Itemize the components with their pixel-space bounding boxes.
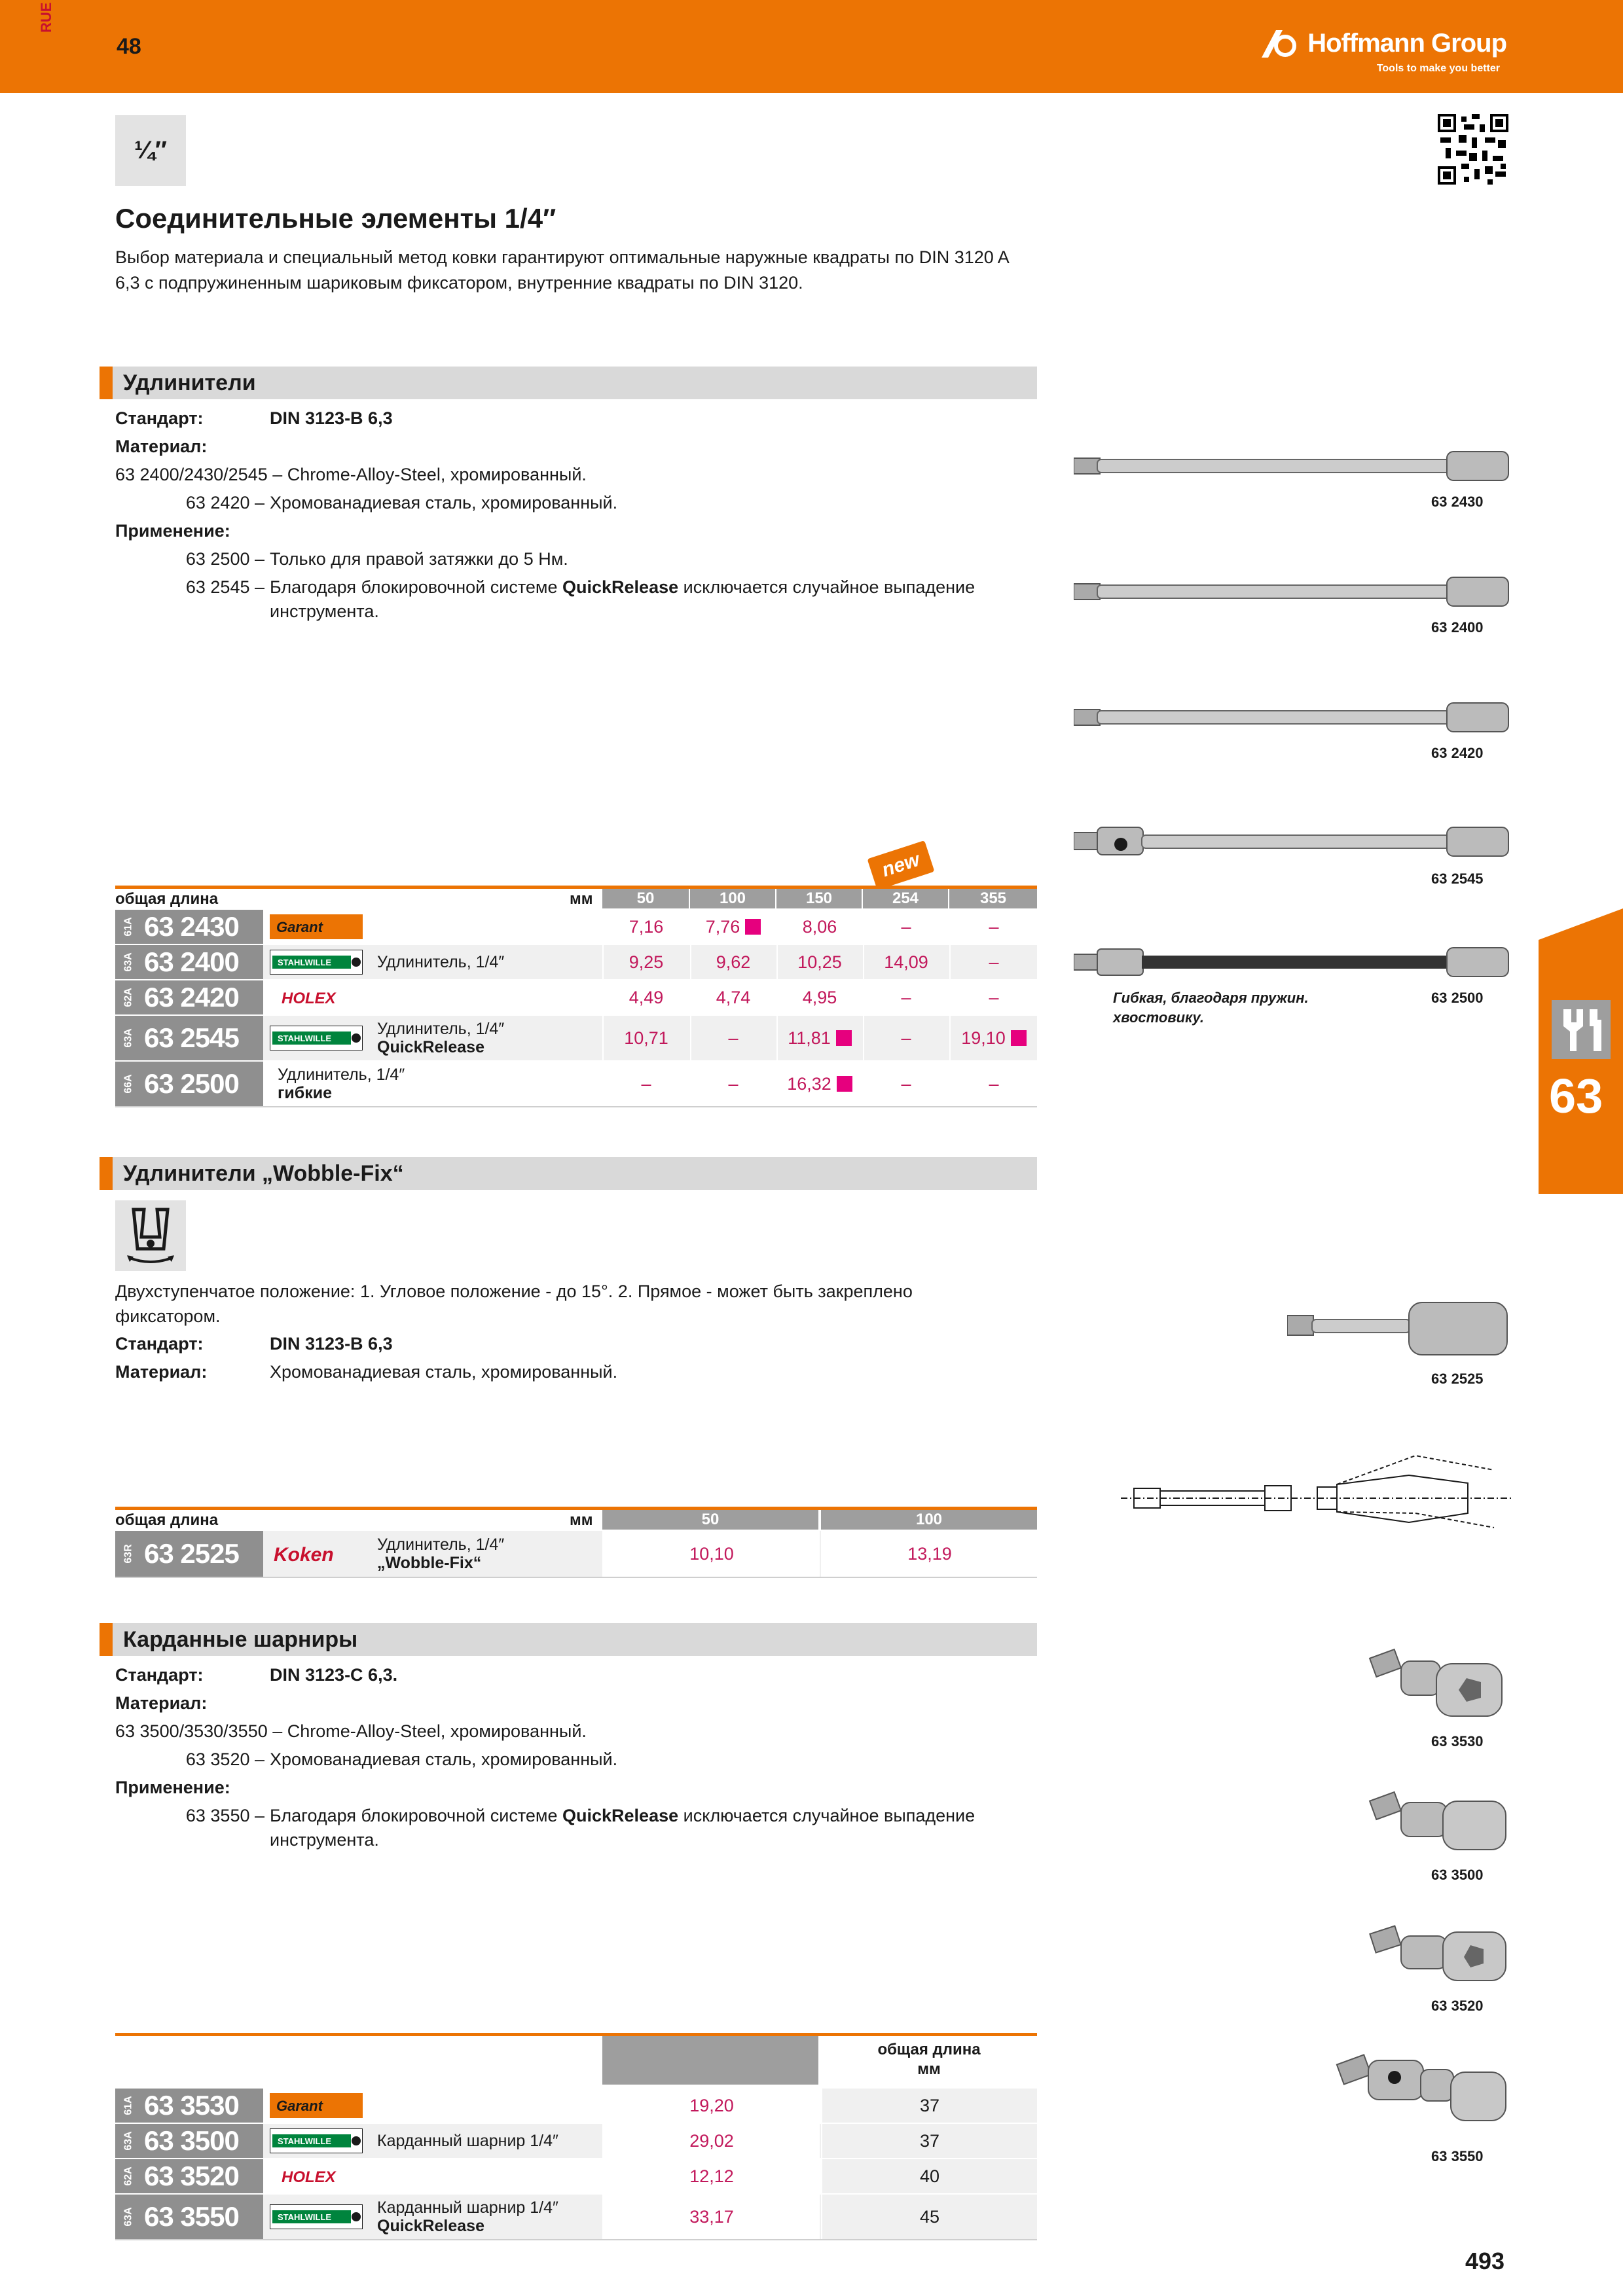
section-title: Удлинители (123, 370, 256, 395)
brand-text: Koken (274, 1544, 334, 1566)
price-cell: 19,10 (949, 1016, 1037, 1060)
holex-logo-icon (270, 2164, 363, 2189)
row-prefix: 61A (122, 917, 134, 937)
column-header: 50 (602, 889, 689, 908)
price-cell: – (949, 910, 1037, 944)
section-accent-bar (100, 1623, 113, 1656)
section-header-wobble (100, 1157, 1037, 1190)
standard-value: DIN 3123-B 6,3 (270, 408, 393, 428)
extensions-specs (115, 404, 1045, 625)
flexible-note: Гибкая, благодаря пружин. хвостовику. (1113, 990, 1309, 1026)
price-cell: 4,49 (602, 980, 689, 1014)
price-column-header (602, 2036, 818, 2085)
table-row[interactable] (115, 944, 1037, 979)
article-number: 63 2420 (144, 982, 239, 1013)
column-header: 150 (776, 889, 862, 908)
product-caption: 63 3530 (1431, 1733, 1484, 1749)
brand-text: STAHLWILLE (278, 1033, 332, 1043)
column-header: 100 (821, 1510, 1037, 1530)
wobble-table (115, 1507, 1037, 1578)
price-cell: 11,81 (776, 1016, 862, 1060)
price-cell: 19,20 (602, 2089, 820, 2123)
brand-tagline: Tools to make you better (1376, 63, 1500, 74)
article-number: 63 3520 (144, 2161, 239, 2191)
brand-text: STAHLWILLE (278, 2212, 332, 2222)
column-header: 355 (949, 889, 1037, 908)
material-label: Материал: (115, 437, 208, 456)
material-line: 63 2400/2430/2545 – Chrome-Alloy-Steel, хромированный. (115, 465, 587, 484)
material-label: Материал: (115, 1362, 208, 1382)
table-row[interactable] (115, 2158, 1037, 2193)
price-cell: – (863, 1062, 948, 1106)
price-cell: 14,09 (863, 945, 948, 979)
availability-marker (745, 919, 761, 935)
brand-text: STAHLWILLE (278, 2136, 332, 2146)
extension-bar-image (1074, 699, 1512, 736)
product-caption: 63 3500 (1431, 1867, 1484, 1883)
price-cell: – (949, 1062, 1037, 1106)
price-cell: 4,74 (690, 980, 775, 1014)
price-cell: 13,19 (821, 1531, 1037, 1577)
section-title: Карданные шарниры (123, 1627, 358, 1652)
length-cell: 37 (821, 2089, 1037, 2123)
item-description: Карданный шарнир 1/4″ (377, 2132, 558, 2150)
row-prefix: 66A (122, 1074, 134, 1094)
brand-logo (1259, 26, 1506, 75)
standard-value: DIN 3123-B 6,3 (270, 1334, 393, 1354)
table-row[interactable] (115, 1060, 1037, 1106)
table-header (115, 2036, 1037, 2087)
application-label: Применение: (115, 521, 230, 541)
article-number: 63 2500 (144, 1068, 239, 1099)
table-header (115, 1510, 1037, 1530)
table-row[interactable] (115, 2123, 1037, 2158)
standard-label: Стандарт: (115, 1665, 204, 1685)
product-caption: 63 2500 (1431, 990, 1484, 1006)
price-cell: 12,12 (602, 2159, 820, 2193)
price-cell: 9,62 (690, 945, 775, 979)
brand-text: Garant (276, 2098, 323, 2114)
wobble-description: фиксатором. (115, 1306, 221, 1326)
brand-text: HOLEX (282, 990, 336, 1007)
application-code: 63 2500 – (185, 549, 264, 569)
holex-logo-icon (270, 985, 363, 1010)
product-caption: 63 2525 (1431, 1371, 1484, 1387)
wrench-icon (1552, 1000, 1611, 1059)
application-text: исключается случайное выпадение (678, 1806, 976, 1825)
price-cell: 33,17 (602, 2195, 820, 2239)
price-cell: 10,71 (602, 1016, 689, 1060)
brand-text: HOLEX (282, 2168, 336, 2186)
price-cell: 4,95 (776, 980, 862, 1014)
application-code: 63 2545 – (185, 577, 264, 597)
page-number-bottom: 493 (1465, 2248, 1505, 2274)
price-cell: 29,02 (602, 2124, 820, 2158)
price-cell: 8,06 (776, 910, 862, 944)
extensions-table (115, 886, 1037, 1107)
price-cell: 7,76 (690, 910, 775, 944)
article-number: 63 3550 (144, 2201, 239, 2232)
row-prefix: 63R (122, 1544, 134, 1564)
length-header: общая длина (115, 1511, 219, 1529)
price-cell: 16,32 (776, 1062, 862, 1106)
material-label: Материал: (115, 1693, 208, 1713)
application-code: 63 3550 – (185, 1806, 264, 1825)
item-description: Удлинитель, 1/4″ „Wobble-Fix“ (377, 1535, 505, 1572)
material-code: 63 2420 – (185, 493, 264, 512)
unit-header: мм (570, 890, 593, 908)
row-prefix: 63A (122, 952, 134, 972)
application-text: Только для правой затяжки до 5 Нм. (270, 549, 568, 569)
item-description: Удлинитель, 1/4″ QuickRelease (377, 1020, 505, 1056)
section-tab[interactable] (1539, 940, 1623, 1194)
koken-logo-icon (270, 1541, 363, 1566)
product-caption: 63 2430 (1431, 493, 1484, 510)
brand-text: STAHLWILLE (278, 958, 332, 967)
application-text: инструмента. (270, 601, 379, 621)
item-description: Удлинитель, 1/4″ гибкие (278, 1066, 405, 1102)
price-cell: – (863, 910, 948, 944)
universal-joint-image (1336, 2046, 1510, 2131)
quickrelease-label: QuickRelease (562, 1806, 679, 1825)
length-header: общая длина (115, 890, 219, 908)
hoffmann-logo-icon (1259, 26, 1301, 60)
stahlwille-logo-icon (270, 1026, 363, 1050)
article-number: 63 3530 (144, 2090, 239, 2121)
wobble-specs (115, 1279, 1045, 1386)
article-number: 63 2545 (144, 1022, 239, 1053)
row-prefix: 62A (122, 988, 134, 1007)
table-row[interactable] (115, 979, 1037, 1014)
material-code: 63 3520 – (185, 1749, 264, 1769)
table-row[interactable] (115, 2193, 1037, 2239)
material-text: Хромованадиевая сталь, хромированный. (270, 493, 618, 512)
standard-label: Стандарт: (115, 1334, 204, 1354)
page-number-top: 48 (117, 34, 141, 59)
wobble-angle-icon (115, 1200, 186, 1271)
article-number: 63 3500 (144, 2125, 239, 2156)
material-line: 63 3500/3530/3550 – Chrome-Alloy-Steel, хромированный. (115, 1721, 587, 1741)
ujoints-table (115, 2033, 1037, 2240)
unit-header: мм (570, 1511, 593, 1529)
price-cell: – (863, 980, 948, 1014)
wobble-extension-image (1287, 1300, 1510, 1363)
item-description: Удлинитель, 1/4″ (377, 953, 505, 971)
table-row[interactable] (115, 908, 1037, 944)
application-text: инструмента. (270, 1830, 379, 1850)
section-number: 63 (1549, 1069, 1603, 1123)
product-caption: 63 2545 (1431, 870, 1484, 887)
section-header-extensions (100, 367, 1037, 399)
brand-name: Hoffmann Group (1307, 28, 1506, 58)
product-caption: 63 2400 (1431, 619, 1484, 636)
availability-marker (1011, 1030, 1027, 1046)
availability-marker (836, 1030, 852, 1046)
application-text: Благодаря блокировочной системе (270, 577, 563, 597)
article-number: 63 2430 (144, 911, 239, 942)
universal-joint-image (1368, 1916, 1510, 1990)
universal-joint-image (1368, 1644, 1510, 1723)
price-cell: – (602, 1062, 689, 1106)
extension-bar-image (1074, 448, 1512, 484)
extension-bar-image (1074, 573, 1512, 610)
language-code: RUE (38, 2, 54, 33)
product-caption: 63 3520 (1431, 1998, 1484, 2014)
row-prefix: 63A (122, 2131, 134, 2151)
section-title: Удлинители „Wobble-Fix“ (123, 1161, 404, 1186)
stahlwille-logo-icon (270, 950, 363, 975)
garant-logo-icon (270, 914, 363, 939)
price-cell: – (949, 945, 1037, 979)
table-header (115, 889, 1037, 908)
price-cell: 9,25 (602, 945, 689, 979)
quickrelease-label: QuickRelease (562, 577, 679, 597)
row-prefix: 63A (122, 1028, 134, 1048)
ujoints-specs (115, 1661, 1045, 1854)
availability-marker (837, 1076, 852, 1092)
section-accent-bar (100, 367, 113, 399)
intro-text: Выбор материала и специальный метод ковки гарантируют оптимальные наружные квадраты по DIN 3120 A 6,3 с подпружиненным шариковым фиксатором, внутренние квадраты по DIN 3120. (115, 247, 1009, 293)
wobble-description: Двухступенчатое положение: 1. Угловое положение - до 15°. 2. Прямое - может быть закреплено (115, 1282, 913, 1301)
application-text: исключается случайное выпадение (678, 577, 976, 597)
application-label: Применение: (115, 1778, 230, 1797)
column-header: 254 (863, 889, 948, 908)
article-number: 63 2525 (144, 1538, 239, 1569)
standard-label: Стандарт: (115, 408, 204, 428)
length-cell: 40 (821, 2159, 1037, 2193)
column-header: 50 (602, 1510, 818, 1530)
universal-joint-image (1368, 1780, 1510, 1859)
stahlwille-logo-icon (270, 2128, 363, 2153)
price-cell: – (690, 1016, 775, 1060)
drive-size-label: ¼″ (115, 115, 186, 186)
section-accent-bar (100, 1157, 113, 1190)
table-row[interactable] (115, 2087, 1037, 2123)
table-row[interactable] (115, 1530, 1037, 1577)
table-row[interactable] (115, 1014, 1037, 1060)
flexible-extension-image (1074, 942, 1512, 982)
price-cell: – (949, 980, 1037, 1014)
section-header-ujoints (100, 1623, 1037, 1656)
price-cell: 10,25 (776, 945, 862, 979)
product-caption: 63 3550 (1431, 2148, 1484, 2164)
price-cell: – (690, 1062, 775, 1106)
length-cell: 37 (821, 2124, 1037, 2158)
item-description: Карданный шарнир 1/4″ QuickRelease (377, 2198, 558, 2235)
wobble-technical-drawing (1121, 1450, 1514, 1542)
row-prefix: 62A (122, 2166, 134, 2186)
row-prefix: 63A (122, 2207, 134, 2227)
material-text: Хромованадиевая сталь, хромированный. (270, 1749, 618, 1769)
price-cell: 10,10 (602, 1531, 820, 1577)
garant-logo-icon (270, 2093, 363, 2118)
article-number: 63 2400 (144, 946, 239, 977)
price-cell: – (863, 1016, 948, 1060)
qr-code-icon[interactable] (1438, 114, 1508, 185)
length-column-header: общая длина мм (877, 2041, 981, 2078)
extension-bar-image (1074, 822, 1512, 861)
price-cell: 7,16 (602, 910, 689, 944)
column-header: 100 (690, 889, 775, 908)
brand-text: Garant (276, 919, 323, 935)
page-title: Соединительные элементы 1/4″ (115, 203, 556, 234)
length-cell: 45 (821, 2195, 1037, 2239)
new-badge: new (867, 840, 935, 890)
row-prefix: 61A (122, 2096, 134, 2115)
material-text: Хромованадиевая сталь, хромированный. (270, 1362, 618, 1382)
application-text: Благодаря блокировочной системе (270, 1806, 563, 1825)
product-caption: 63 2420 (1431, 745, 1484, 761)
standard-value: DIN 3123-C 6,3. (270, 1665, 398, 1685)
stahlwille-logo-icon (270, 2204, 363, 2229)
